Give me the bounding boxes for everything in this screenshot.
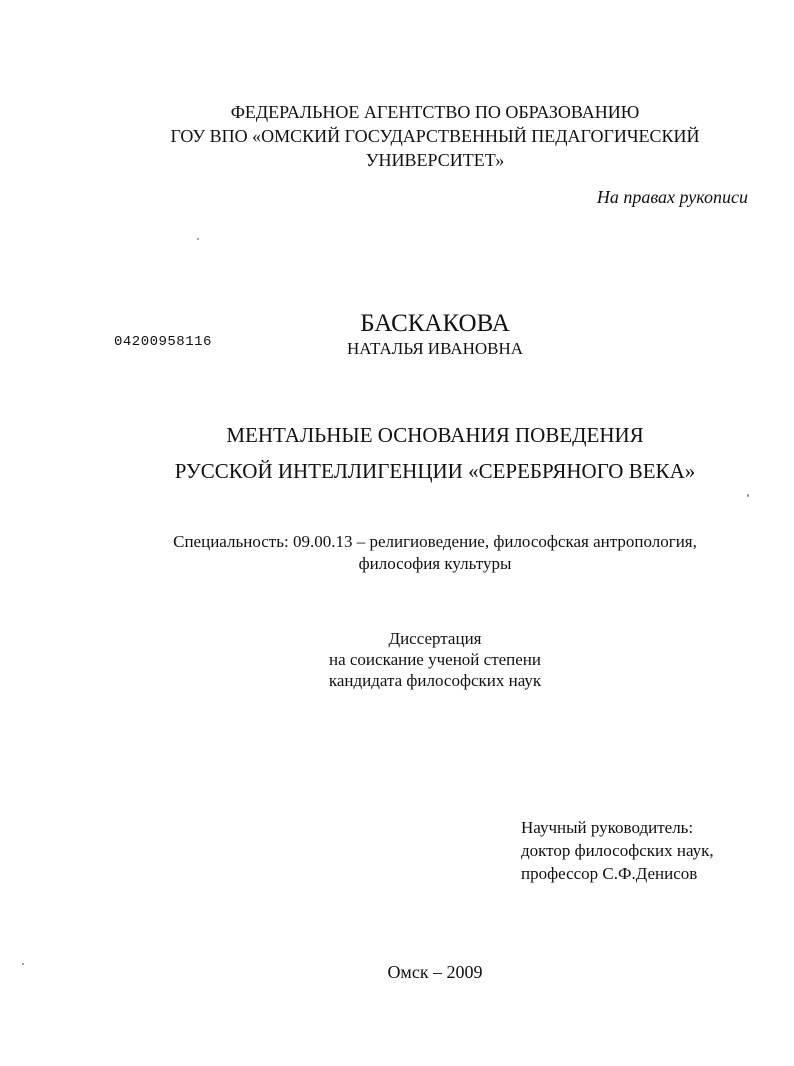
author-given-names: НАТАЛЬЯ ИВАНОВНА: [346, 339, 524, 358]
scan-speck: [22, 963, 24, 965]
degree-line-3: кандидата философских наук: [328, 671, 542, 690]
specialty: [0, 531, 794, 575]
header-line-university-cont: УНИВЕРСИТЕТ»: [365, 150, 505, 170]
header-line-university: ГОУ ВПО «ОМСКИЙ ГОСУДАРСТВЕННЫЙ ПЕДАГОГИЧЕСКИЙ: [170, 126, 700, 146]
specialty-line-2: философия культуры: [358, 554, 512, 573]
advisor-line-1: Научный руководитель:: [521, 818, 694, 837]
degree-line-2: на соискание ученой степени: [328, 650, 542, 669]
advisor-line-3: профессор С.Ф.Денисов: [521, 864, 698, 883]
header-line-agency: ФЕДЕРАЛЬНОЕ АГЕНТСТВО ПО ОБРАЗОВАНИЮ: [230, 102, 640, 122]
scan-speck: [747, 494, 749, 497]
manuscript-note: На правах рукописи: [596, 187, 748, 207]
advisor-line-2: доктор философских наук,: [521, 841, 714, 860]
thesis-title-line-1: МЕНТАЛЬНЫЕ ОСНОВАНИЯ ПОВЕДЕНИЯ: [226, 423, 644, 447]
scan-speck: [197, 238, 199, 240]
degree-line-1: Диссертация: [388, 629, 482, 648]
author-surname: БАСКАКОВА: [360, 310, 510, 337]
registry-number: 04200958116: [114, 334, 212, 350]
specialty-line-1: Специальность: 09.00.13 – религиоведение, философская антропология,: [173, 532, 697, 551]
degree-statement: [0, 628, 794, 691]
scientific-advisor: [521, 816, 714, 885]
city-year: Омск – 2009: [387, 962, 483, 982]
institution-header: [0, 100, 794, 172]
thesis-title-line-2: РУССКОЙ ИНТЕЛЛИГЕНЦИИ «СЕРЕБРЯНОГО ВЕКА»: [174, 459, 696, 483]
